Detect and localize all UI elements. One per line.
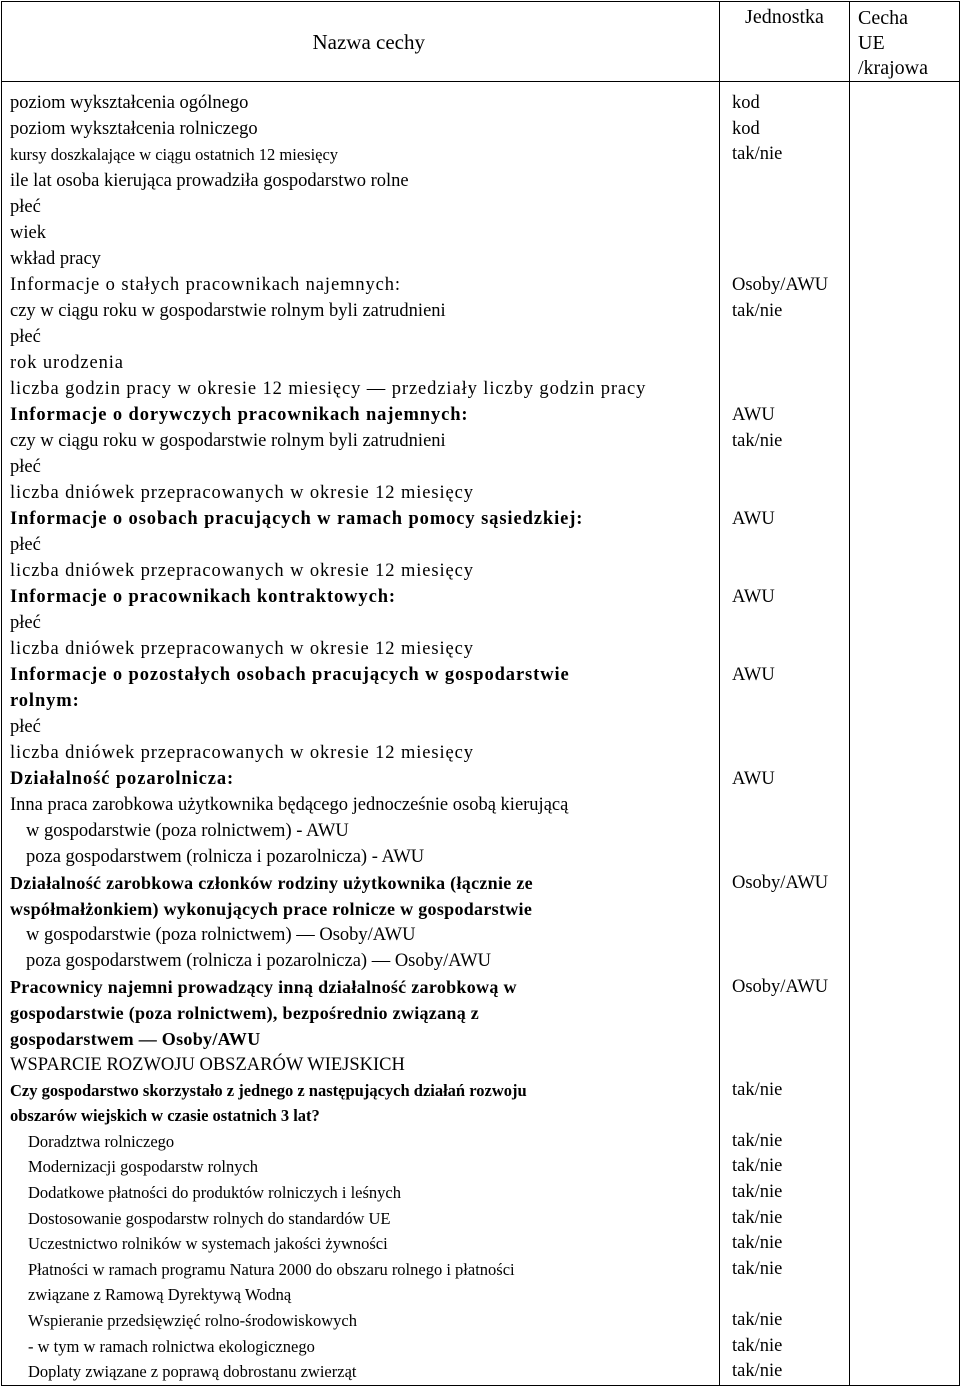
attribute-unit: tak/nie (732, 1335, 783, 1356)
attribute-name: Czy gospodarstwo skorzystało z jednego z następujących działań rozwoju (10, 1080, 527, 1100)
attribute-unit (720, 818, 849, 844)
attribute-name: Pracownicy najemni prowadzący inną działalność zarobkową w (10, 976, 517, 997)
attribute-name: liczba dniówek przepracowanych w okresie 12 miesięcy (10, 742, 474, 763)
header-unit: Jednostka (720, 2, 850, 82)
attribute-name: poza gospodarstwem (rolnicza i pozarolnicza) ― Osoby/AWU (26, 950, 491, 971)
attribute-name: czy w ciągu roku w gospodarstwie rolnym byli zatrudnieni (10, 430, 446, 451)
attribute-unit: AWU (732, 508, 775, 529)
attribute-name: poziom wykształcenia ogólnego (10, 93, 249, 113)
attribute-unit (720, 1282, 849, 1308)
attribute-unit (720, 1052, 849, 1078)
attribute-unit: AWU (732, 586, 775, 607)
attribute-name: czy w ciągu roku w gospodarstwie rolnym byli zatrudnieni (10, 300, 446, 321)
attribute-name: rolnym: (10, 690, 80, 711)
attribute-names-column (2, 82, 720, 1386)
attribute-unit: AWU (732, 768, 775, 789)
attribute-name: liczba dniówek przepracowanych w okresie 12 miesięcy (10, 638, 474, 659)
attribute-type-column (850, 82, 960, 1386)
header-cecha-line-2: UE (858, 32, 885, 54)
attribute-unit: tak/nie (732, 1258, 783, 1279)
attribute-name: gospodarstwem ― Osoby/AWU (10, 1028, 261, 1049)
attribute-name: związane z Ramową Dyrektywą Wodną (28, 1285, 292, 1305)
attribute-unit: tak/nie (732, 1181, 783, 1202)
attribute-units-column (720, 82, 850, 1386)
attribute-unit (720, 324, 849, 350)
attribute-unit (720, 246, 849, 272)
attribute-unit (720, 896, 849, 922)
attribute-name: płeć (10, 456, 41, 477)
table-body-row (2, 82, 960, 1386)
attribute-unit: tak/nie (732, 1233, 783, 1254)
attribute-unit (720, 220, 849, 246)
attribute-name: Modernizacji gospodarstw rolnych (28, 1157, 259, 1177)
attribute-name: płeć (10, 534, 41, 555)
attribute-name: WSPARCIE ROZWOJU OBSZARÓW WIEJSKICH (10, 1054, 405, 1075)
attribute-name: wiek (10, 222, 46, 243)
attribute-name: Dostosowanie gospodarstw rolnych do standardów UE (28, 1208, 391, 1228)
attribute-unit (720, 1103, 849, 1129)
attribute-unit (720, 532, 849, 558)
attribute-name: obszarów wiejskich w czasie ostatnich 3 lat? (10, 1106, 320, 1126)
attribute-name: ile lat osoba kierująca prowadziła gospodarstwo rolne (10, 170, 409, 191)
header-cecha-line-1: Cecha (858, 7, 908, 29)
attribute-name: w gospodarstwie (poza rolnictwem) ― Osoby/AWU (26, 924, 416, 945)
attribute-name: Działalność pozarolnicza: (10, 768, 235, 789)
attribute-name: płeć (10, 326, 41, 347)
attribute-name: współmałżonkiem) wykonujących prace rolnicze w gospodarstwie (10, 898, 533, 919)
attribute-name: kursy doszkalające w ciągu ostatnich 12 miesięcy (10, 145, 339, 164)
attribute-unit: kod (732, 93, 760, 113)
attribute-name: płeć (10, 612, 41, 633)
attribute-unit (720, 792, 849, 818)
attribute-unit (720, 168, 849, 194)
attribute-unit (720, 714, 849, 740)
attribute-name: Uczestnictwo rolników w systemach jakości żywności (28, 1234, 388, 1254)
attribute-table (1, 1, 960, 1386)
attribute-unit (720, 558, 849, 584)
attribute-unit: tak/nie (732, 1130, 783, 1151)
attribute-unit: tak/nie (732, 430, 783, 451)
attribute-name: Informacje o dorywczych pracownikach najemnych: (10, 404, 469, 425)
attribute-unit (720, 454, 849, 480)
attribute-name: liczba dniówek przepracowanych w okresie 12 miesięcy (10, 482, 474, 503)
attribute-name: Doradztwa rolniczego (28, 1131, 175, 1151)
attribute-unit (720, 376, 849, 402)
attribute-unit: tak/nie (732, 1079, 783, 1100)
attribute-name: w gospodarstwie (poza rolnictwem) - AWU (26, 820, 349, 841)
attribute-name: wkład pracy (10, 248, 101, 269)
attribute-name: poza gospodarstwem (rolnicza i pozarolnicza) - AWU (26, 846, 425, 867)
attribute-unit: tak/nie (732, 1361, 783, 1382)
attribute-unit (720, 1000, 849, 1026)
attribute-unit: tak/nie (732, 1156, 783, 1177)
attribute-name: Płatności w ramach programu Natura 2000 do obszaru rolnego i płatności (28, 1259, 515, 1279)
attribute-unit: tak/nie (732, 1207, 783, 1228)
attribute-name: Informacje o stałych pracownikach najemnych: (10, 274, 401, 295)
attribute-name: Inna praca zarobkowa użytkownika będącego jednocześnie osobą kierującą (10, 794, 569, 815)
attribute-unit: Osoby/AWU (732, 274, 829, 295)
attribute-unit: AWU (732, 404, 775, 425)
attribute-unit (720, 350, 849, 376)
attribute-name: gospodarstwie (poza rolnictwem), bezpośrednio związaną z (10, 1002, 480, 1023)
attribute-unit (720, 610, 849, 636)
attribute-name: płeć (10, 196, 41, 217)
attribute-unit: AWU (732, 664, 775, 685)
attribute-unit: Osoby/AWU (732, 976, 829, 997)
attribute-name: płeć (10, 716, 41, 737)
attribute-unit: Osoby/AWU (732, 872, 829, 893)
attribute-name: poziom wykształcenia rolniczego (10, 119, 258, 139)
attribute-unit (720, 948, 849, 974)
attribute-unit (720, 740, 849, 766)
attribute-unit: tak/nie (732, 300, 783, 321)
attribute-name: Doplaty związane z poprawą dobrostanu zwierząt (28, 1362, 357, 1382)
attribute-name: liczba godzin pracy w okresie 12 miesięcy ― przedziały liczby godzin pracy (10, 378, 647, 399)
header-cecha-line-3: /krajowa (858, 57, 928, 79)
attribute-name: Wspieranie przedsięwzięć rolno-środowiskowych (28, 1310, 357, 1330)
attribute-name: rok urodzenia (10, 352, 124, 373)
header-name-of-attribute: Nazwa cechy (2, 2, 720, 82)
attribute-name: Informacje o osobach pracujących w ramach pomocy sąsiedzkiej: (10, 508, 584, 529)
attribute-name: Dodatkowe płatności do produktów rolniczych i leśnych (28, 1182, 401, 1202)
attribute-unit: tak/nie (732, 144, 783, 164)
attribute-unit: tak/nie (732, 1309, 783, 1330)
attribute-name: liczba dniówek przepracowanych w okresie 12 miesięcy (10, 560, 474, 581)
attribute-unit (720, 480, 849, 506)
attribute-unit (720, 688, 849, 714)
table-header-row (2, 2, 960, 82)
attribute-unit (720, 636, 849, 662)
attribute-unit (720, 922, 849, 948)
attribute-name: Informacje o pozostałych osobach pracujących w gospodarstwie (10, 664, 570, 685)
attribute-unit (720, 194, 849, 220)
attribute-name: - w tym w ramach rolnictwa ekologicznego (28, 1336, 315, 1356)
attribute-name: Informacje o pracownikach kontraktowych: (10, 586, 396, 607)
attribute-unit (720, 844, 849, 870)
attribute-unit: kod (732, 119, 760, 139)
attribute-name: Działalność zarobkowa członków rodziny użytkownika (łącznie ze (10, 872, 533, 893)
attribute-unit (720, 1026, 849, 1052)
header-attribute-type (850, 2, 960, 82)
